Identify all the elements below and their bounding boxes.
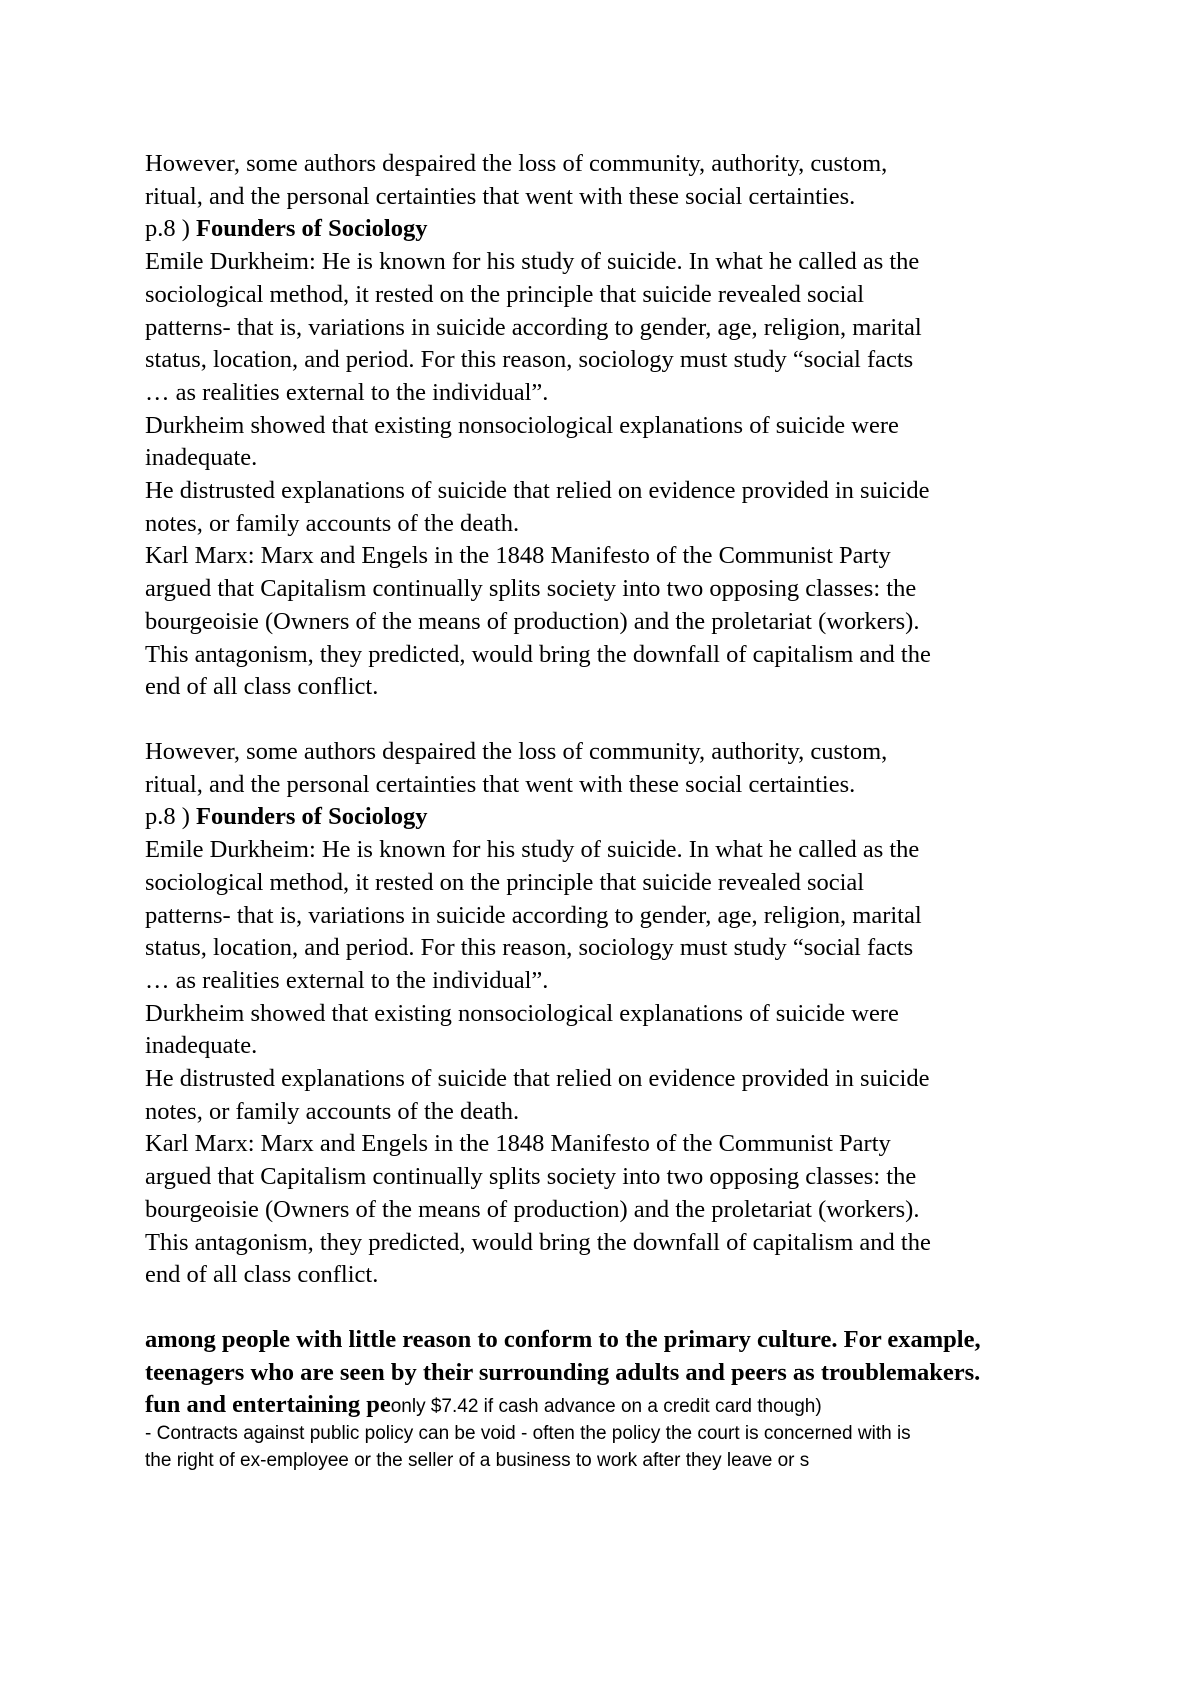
section-heading (145, 801, 1105, 834)
text-line: argued that Capitalism continually splits society into two opposing classes: the (145, 1163, 917, 1191)
text-line: This antagonism, they predicted, would bring the downfall of capitalism and the (145, 1228, 931, 1256)
mixed-line (145, 1389, 1105, 1424)
text-line: bourgeoisie (Owners of the means of production) and the proletariat (workers). (145, 607, 920, 635)
text-line: status, location, and period. For this reason, sociology must study “social facts (145, 346, 914, 374)
text-line: ritual, and the personal certainties that went with these social certainties. (145, 770, 856, 798)
mixed-regular-text: only $7.42 if cash advance on a credit card though) (390, 1396, 822, 1418)
text-line: argued that Capitalism continually splits society into two opposing classes: the (145, 575, 917, 603)
text-line: Emile Durkheim: He is known for his study of suicide. In what he called as the (145, 836, 920, 864)
text-line: inadequate. (145, 444, 258, 472)
text-line: end of all class conflict. (145, 673, 379, 701)
text-line-bold: among people with little reason to conform to the primary culture. For example, (145, 1326, 981, 1353)
text-line: notes, or family accounts of the death. (145, 1097, 520, 1125)
text-line-bold: teenagers who are seen by their surrounding adults and peers as troublemakers. (145, 1358, 981, 1386)
heading-prefix: p.8 ) (145, 215, 190, 243)
text-line: … as realities external to the individual”. (145, 378, 549, 406)
text-line: He distrusted explanations of suicide that relied on evidence provided in suicide (145, 1065, 930, 1093)
text-line: ritual, and the personal certainties that went with these social certainties. (145, 182, 856, 210)
heading-prefix: p.8 ) (145, 803, 190, 831)
text-line: Karl Marx: Marx and Engels in the 1848 Manifesto of the Communist Party (145, 542, 891, 570)
text-line: Durkheim showed that existing nonsociological explanations of suicide were (145, 411, 899, 439)
section-3-bold (145, 1324, 1105, 1424)
text-line: notes, or family accounts of the death. (145, 509, 520, 537)
text-line: However, some authors despaired the loss of community, authority, custom, (145, 150, 888, 177)
text-line: the right of ex-employee or the seller of a business to work after they leave or s (145, 1450, 810, 1471)
section-heading (145, 213, 1105, 246)
text-line: However, some authors despaired the loss of community, authority, custom, (145, 738, 888, 765)
section-2 (145, 736, 1105, 1292)
text-line: status, location, and period. For this reason, sociology must study “social facts (145, 934, 914, 962)
text-line: patterns- that is, variations in suicide according to gender, age, religion, marital (145, 901, 922, 929)
text-line: This antagonism, they predicted, would bring the downfall of capitalism and the (145, 640, 931, 668)
text-line: end of all class conflict. (145, 1261, 379, 1289)
text-line: Karl Marx: Marx and Engels in the 1848 Manifesto of the Communist Party (145, 1130, 891, 1158)
text-line: Emile Durkheim: He is known for his study of suicide. In what he called as the (145, 248, 920, 276)
text-line: patterns- that is, variations in suicide according to gender, age, religion, marital (145, 313, 922, 341)
text-line: inadequate. (145, 1032, 258, 1060)
section-1 (145, 148, 1105, 704)
heading-title: Founders of Sociology (196, 803, 428, 831)
heading-title: Founders of Sociology (196, 215, 428, 243)
text-line: - Contracts against public policy can be void - often the policy the court is concerned with is (145, 1423, 911, 1444)
text-line: … as realities external to the individual”. (145, 966, 549, 994)
text-line: sociological method, it rested on the principle that suicide revealed social (145, 280, 865, 308)
mixed-bold-text: fun and entertaining pe (145, 1391, 391, 1419)
text-line: Durkheim showed that existing nonsociological explanations of suicide were (145, 999, 899, 1027)
section-3-contracts (145, 1420, 1105, 1474)
text-line: bourgeoisie (Owners of the means of production) and the proletariat (workers). (145, 1195, 920, 1223)
text-line: He distrusted explanations of suicide that relied on evidence provided in suicide (145, 477, 930, 505)
text-line: sociological method, it rested on the principle that suicide revealed social (145, 868, 865, 896)
